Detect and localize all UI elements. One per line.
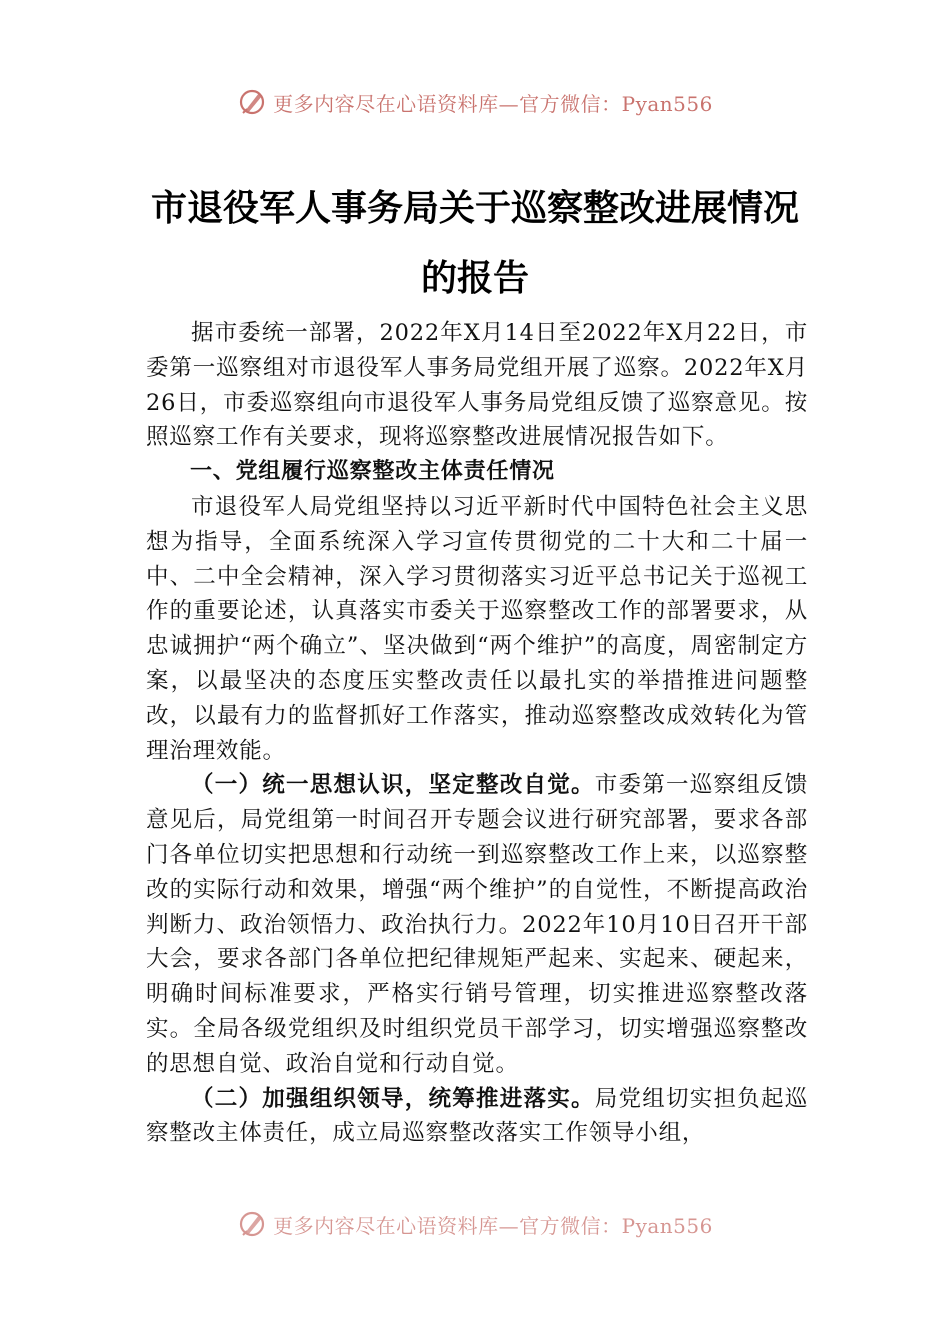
- item2-paragraph: [146, 1082, 808, 1152]
- quill-logo-icon: [237, 1209, 267, 1239]
- watermark-text-bottom: 更多内容尽在心语资料库—官方微信：Pyan556: [273, 1213, 713, 1238]
- item2-lead: （二）加强组织领导，统筹推进落实。: [191, 1085, 595, 1112]
- watermark-banner-top: [0, 82, 950, 122]
- section-heading: 一、党组履行巡察整改主体责任情况: [190, 459, 555, 485]
- item2-body: 局党组切实担负起巡察整改主体责任，成立局巡察整改落实工作领导小组，: [146, 1085, 808, 1147]
- watermark-text: 更多内容尽在心语资料库—官方微信：Pyan556: [273, 91, 713, 116]
- report-title-line1: 市退役军人事务局关于巡察整改进展情况: [150, 187, 799, 229]
- section1-paragraph: 市退役军人局党组坚持以习近平新时代中国特色社会主义思想为指导，全面系统深入学习宣传贯彻党的二十大和二十届一中、二中全会精神，深入学习贯彻落实习近平总书记关于巡视工作的重要论述，认真落实市委关于巡察整改工作的部署要求，从忠诚拥护“两个确立”、坚决做到“两个维护”的高度，周密制定方案，以最坚决的态度压实整改责任以最扎实的举措推进问题整改，以最有力的监督抓好工作落实，推动巡察整改成效转化为管理治理效能。: [146, 493, 808, 764]
- item1-body: 市委第一巡察组反馈意见后，局党组第一时间召开专题会议进行研究部署，要求各部门各单位切实把思想和行动统一到巡察整改工作上来，以巡察整改的实际行动和效果，增强“两个维护”的自觉性，不断提高政治判断力、政治领悟力、政治执行力。2022年10月10日召开干部大会，要求各部门各单位把纪律规矩严起来、实起来、硬起来，明确时间标准要求，严格实行销号管理，切实推进巡察整改落实。全局各级党组织及时组织党员干部学习，切实增强巡察整改的思想自觉、政治自觉和行动自觉。: [146, 772, 808, 1077]
- item1-paragraph: [146, 768, 808, 1081]
- report-body: [146, 316, 808, 1151]
- item1-lead: （一）统一思想认识，坚定整改自觉。: [191, 772, 595, 799]
- intro-paragraph: 据市委统一部署，2022年X月14日至2022年X月22日，市委第一巡察组对市退役军人事务局党组开展了巡察。2022年X月26日，市委巡察组向市退役军人事务局党组反馈了巡察意见。按照巡察工作有关要求，现将巡察整改进展情况报告如下。: [146, 320, 808, 451]
- quill-logo-icon: [237, 87, 267, 117]
- report-title-line2: 的报告: [420, 257, 529, 299]
- watermark-banner-bottom: [0, 1204, 950, 1244]
